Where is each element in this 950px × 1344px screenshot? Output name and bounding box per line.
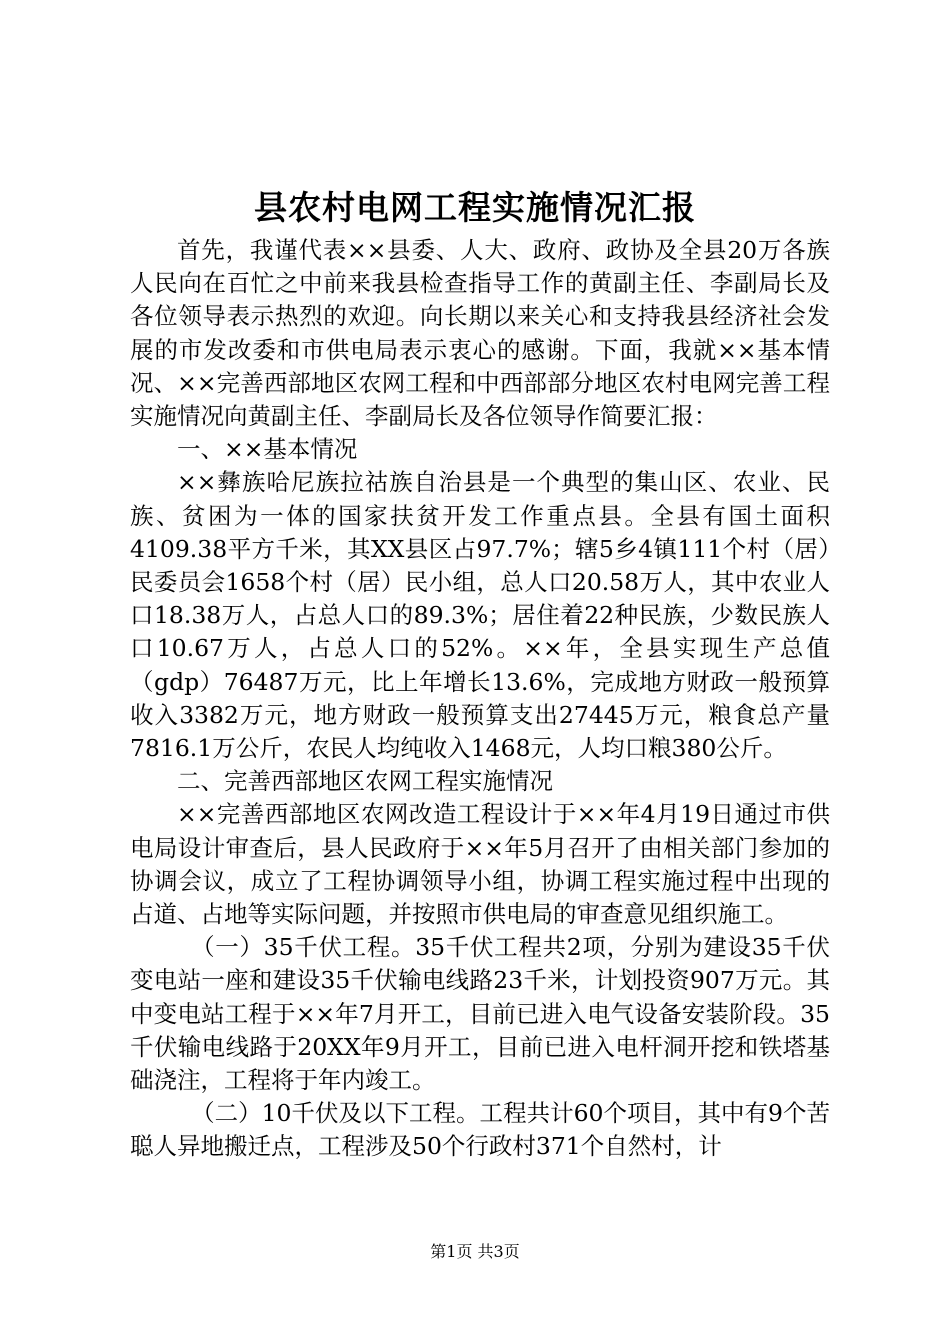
page-number-footer: 第1页 共3页: [430, 1242, 520, 1261]
paragraph-western-grid: ××完善西部地区农网改造工程设计于××年4月19日通过市供电局设计审查后，县人民政府于××年5月召开了由相关部门参加的协调会议，成立了工程协调领导小组，协调工程实施过程中出现的占道、占地等实际问题，并按照市供电局的审查意见组织施工。: [130, 800, 830, 929]
document-title: 县农村电网工程实施情况汇报: [254, 188, 696, 227]
paragraph-35kv-project: （一）35千伏工程。35千伏工程共2项，分别为建设35千伏变电站一座和建设35千伏输电线路23千米，计划投资907万元。其中变电站工程于××年7月开工，目前已进入电气设备安装阶段。35千伏输电线路于20XX年9月开工，目前已进入电杆洞开挖和铁塔基础浇注，工程将于年内竣工。: [130, 933, 830, 1095]
paragraph-intro: 首先，我谨代表××县委、人大、政府、政协及全县20万各族人民向在百忙之中前来我县检查指导工作的黄副主任、李副局长及各位领导表示热烈的欢迎。向长期以来关心和支持我县经济社会发展的市发改委和市供电局表示衷心的感谢。下面，我就××基本情况、××完善西部地区农网工程和中西部部分地区农村电网完善工程实施情况向黄副主任、李副局长及各位领导作简要汇报：: [130, 236, 830, 431]
paragraph-basic-info: ××彝族哈尼族拉祜族自治县是一个典型的集山区、农业、民族、贫困为一体的国家扶贫开发工作重点县。全县有国土面积4109.38平方千米，其XX县区占97.7%；辖5乡4镇111个村（居）民委员会1658个村（居）民小组，总人口20.58万人，其中农业人口18.38万人，占总人口的89.3%；居住着22种民族，少数民族人口10.67万人，占总人口的52%。××年，全县实现生产总值（gdp）76487万元，比上年增长13.6%，完成地方财政一般预算收入3382万元，地方财政一般预算支出27445万元，粮食总产量7816.1万公斤，农民人均纯收入1468元，人均口粮380公斤。: [130, 468, 830, 763]
document-body: [130, 234, 830, 1164]
paragraph-10kv-project: （二）10千伏及以下工程。工程共计60个项目，其中有9个苦聪人异地搬迁点，工程涉及50个行政村371个自然村，计: [130, 1099, 830, 1161]
section-heading-western-grid: 二、完善西部地区农网工程实施情况: [177, 767, 553, 796]
section-heading-basic-info: 一、××基本情况: [177, 435, 358, 464]
